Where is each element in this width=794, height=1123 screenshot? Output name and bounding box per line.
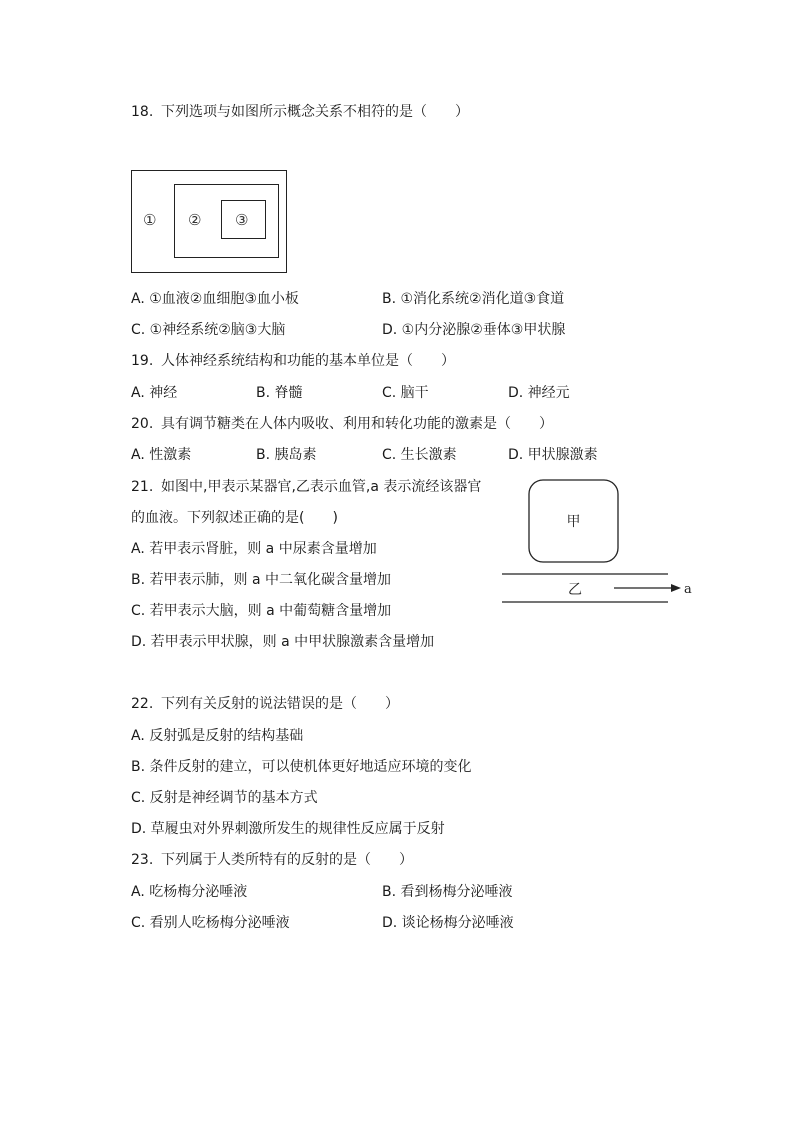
question-22-stem — [131, 694, 399, 714]
question-23-stem — [131, 850, 413, 870]
option-a: A. 性激素 — [131, 447, 192, 463]
option-c: C. 生长激素 — [382, 447, 457, 463]
option-a: A. 吃杨梅分泌唾液 — [131, 884, 248, 900]
option-c: C. ①神经系统②脑③大脑 — [131, 322, 286, 338]
option-c: C. 反射是神经调节的基本方式 — [131, 790, 318, 806]
inner-label: ③ — [235, 211, 249, 229]
question-21-stem-line2: 的血液。下列叙述正确的是( ) — [131, 510, 338, 526]
vessel-label: 乙 — [568, 582, 582, 598]
option-a: A. 神经 — [131, 385, 178, 401]
question-number: 23. — [131, 852, 154, 868]
question-text: 下列选项与如图所示概念关系不相符的是（ ） — [161, 104, 469, 120]
option-c: C. 看别人吃杨梅分泌唾液 — [131, 915, 290, 931]
option-d: D. 谈论杨梅分泌唾液 — [382, 915, 514, 931]
concept-nesting-diagram — [131, 170, 287, 273]
option-d: D. 神经元 — [508, 385, 570, 401]
arrow-label: a — [684, 582, 692, 597]
option-b: B. 脊髓 — [256, 385, 303, 401]
question-number: 19. — [131, 353, 154, 369]
option-b: B. 胰岛素 — [256, 447, 317, 463]
question-text: 人体神经系统结构和功能的基本单位是（ ） — [161, 353, 455, 369]
option-a: A. 反射弧是反射的结构基础 — [131, 728, 304, 744]
option-a: A. ①血液②血细胞③血小板 — [131, 291, 299, 307]
organ-label: 甲 — [566, 514, 581, 530]
option-d: D. 草履虫对外界刺激所发生的规律性反应属于反射 — [131, 821, 445, 837]
question-19-stem — [131, 351, 455, 371]
question-text: 具有调节糖类在人体内吸收、利用和转化功能的激素是（ ） — [161, 416, 553, 432]
question-number: 20. — [131, 416, 154, 432]
option-c: C. 脑干 — [382, 385, 429, 401]
question-number: 18. — [131, 104, 154, 120]
question-18-stem — [131, 102, 469, 122]
option-a: A. 若甲表示肾脏，则 a 中尿素含量增加 — [131, 541, 377, 557]
question-text: 下列属于人类所特有的反射的是（ ） — [161, 852, 413, 868]
option-b: B. 条件反射的建立，可以使机体更好地适应环境的变化 — [131, 759, 472, 775]
question-text: 如图中,甲表示某器官,乙表示血管,a 表示流经该器官 — [161, 479, 482, 495]
option-b: B. 看到杨梅分泌唾液 — [382, 884, 513, 900]
question-21-stem-line1 — [131, 477, 481, 497]
flow-arrow-head — [671, 584, 681, 592]
option-d: D. 甲状腺激素 — [508, 447, 598, 463]
option-c: C. 若甲表示大脑，则 a 中葡萄糖含量增加 — [131, 603, 392, 619]
option-b: B. 若甲表示肺，则 a 中二氧化碳含量增加 — [131, 572, 391, 588]
question-text: 下列有关反射的说法错误的是（ ） — [161, 696, 399, 712]
question-20-stem — [131, 414, 553, 434]
organ-vessel-diagram — [498, 476, 698, 610]
question-number: 21. — [131, 479, 154, 495]
option-b: B. ①消化系统②消化道③食道 — [382, 291, 565, 307]
middle-label: ② — [188, 211, 202, 229]
outer-label: ① — [143, 211, 157, 229]
option-d: D. 若甲表示甲状腺，则 a 中甲状腺激素含量增加 — [131, 634, 435, 650]
question-number: 22. — [131, 696, 154, 712]
option-d: D. ①内分泌腺②垂体③甲状腺 — [382, 322, 566, 338]
